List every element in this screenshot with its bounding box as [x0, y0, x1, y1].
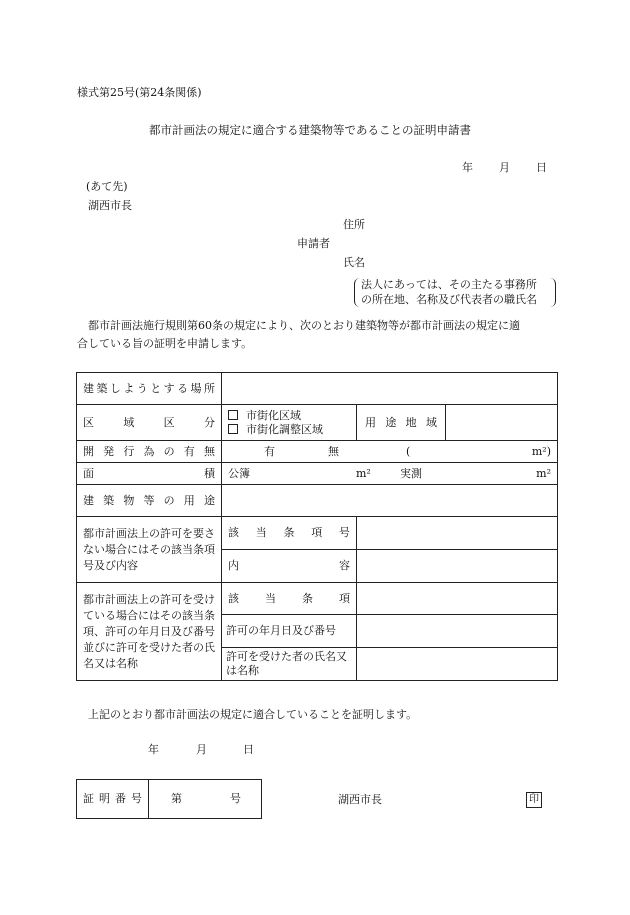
- issuer: 湖西市長: [338, 793, 382, 806]
- row-location: [77, 373, 558, 405]
- area-label: 面 積: [77, 463, 222, 485]
- name-label: 氏名: [343, 256, 365, 269]
- row-area: [77, 463, 558, 485]
- seal-stamp: 印: [526, 792, 542, 808]
- checkbox-icon[interactable]: [228, 424, 238, 434]
- corp-note-line1: 法人にあっては、その主たる事務所: [361, 278, 537, 291]
- use-zone-label: 用 途 地 域: [357, 405, 446, 441]
- permit-holder-field[interactable]: [357, 648, 558, 681]
- application-table: [76, 372, 558, 681]
- clause-label: 該 当 条 項: [222, 583, 357, 615]
- dev-yes: 有: [264, 444, 275, 458]
- cert-dai: 第: [171, 792, 182, 805]
- row-zone: [77, 405, 558, 441]
- addressee: 湖西市長: [88, 199, 132, 212]
- zone-option-2[interactable]: 市街化調整区域: [228, 423, 350, 437]
- cert-number-table: [76, 779, 262, 819]
- cert-number-label: 証 明 番 号: [77, 780, 149, 819]
- permit-label: 都市計画法上の許可を受けている場合にはその該当条項、許可の年月日及び番号並びに許可を受けた者の氏名又は名称: [77, 583, 222, 681]
- dev-no: 無: [328, 444, 339, 458]
- certification-text: 上記のとおり都市計画法の規定に適合していることを証明します。: [88, 708, 418, 721]
- clause-num-label: 該 当 条 項 号: [222, 517, 357, 550]
- cert-date-year: 年: [148, 743, 159, 756]
- use-zone-field[interactable]: [446, 405, 558, 441]
- date-year: 年: [462, 161, 473, 174]
- clause-field[interactable]: [357, 583, 558, 615]
- cert-date-day: 日: [243, 743, 254, 756]
- zone-label: 区 域 区 分: [77, 405, 222, 441]
- dev-field[interactable]: [222, 441, 558, 463]
- permit-date-field[interactable]: [357, 615, 558, 648]
- applicant-label: 申請者: [297, 237, 330, 250]
- date-month: 月: [499, 161, 510, 174]
- content-field[interactable]: [357, 550, 558, 583]
- m2-close: m²): [531, 444, 552, 458]
- row-permit-1: [77, 583, 558, 615]
- no-permit-label: 都市計画法上の許可を要さない場合にはその該当条項号及び内容: [77, 517, 222, 583]
- address-label: 住所: [343, 218, 365, 231]
- survey-label: 実測: [400, 466, 422, 480]
- corp-note-line2: の所在地、名称及び代表者の職氏名: [361, 292, 537, 306]
- paren-open: (: [406, 444, 411, 458]
- cert-number-field[interactable]: [149, 780, 262, 819]
- row-no-permit-1: [77, 517, 558, 550]
- body-text-line2: 合している旨の証明を申請します。: [77, 337, 253, 350]
- addressee-label: (あて先): [86, 180, 128, 193]
- row-use: [77, 485, 558, 517]
- registry-unit: m²: [356, 466, 371, 480]
- permit-date-label: 許可の年月日及び番号: [222, 615, 357, 648]
- use-label: 建 築 物 等 の 用 途: [77, 485, 222, 517]
- location-field[interactable]: [222, 373, 558, 405]
- content-label: 内 容: [222, 550, 357, 583]
- registry-label: 公簿: [228, 466, 250, 480]
- survey-unit: m²: [536, 466, 552, 480]
- form-number: 様式第25号(第24条関係): [77, 86, 202, 99]
- permit-holder-label: 許可を受けた者の氏名又は名称: [222, 648, 357, 681]
- document-title: 都市計画法の規定に適合する建築物等であることの証明申請書: [149, 123, 471, 137]
- use-field[interactable]: [222, 485, 558, 517]
- row-development: [77, 441, 558, 463]
- dev-label: 開 発 行 為 の 有 無: [77, 441, 222, 463]
- corporation-note: [354, 278, 556, 307]
- zone-option-1[interactable]: 市街化区域: [228, 409, 350, 423]
- date-day: 日: [536, 161, 547, 174]
- zone-options: [222, 405, 357, 441]
- cert-gou: 号: [230, 792, 241, 805]
- body-text-line1: 都市計画法施行規則第60条の規定により、次のとおり建築物等が都市計画法の規定に適: [88, 319, 520, 332]
- checkbox-icon[interactable]: [228, 410, 238, 420]
- cert-date-month: 月: [196, 743, 207, 756]
- location-label: 建 築 し よ う と す る 場 所: [77, 373, 222, 405]
- area-field[interactable]: [222, 463, 558, 485]
- clause-num-field[interactable]: [357, 517, 558, 550]
